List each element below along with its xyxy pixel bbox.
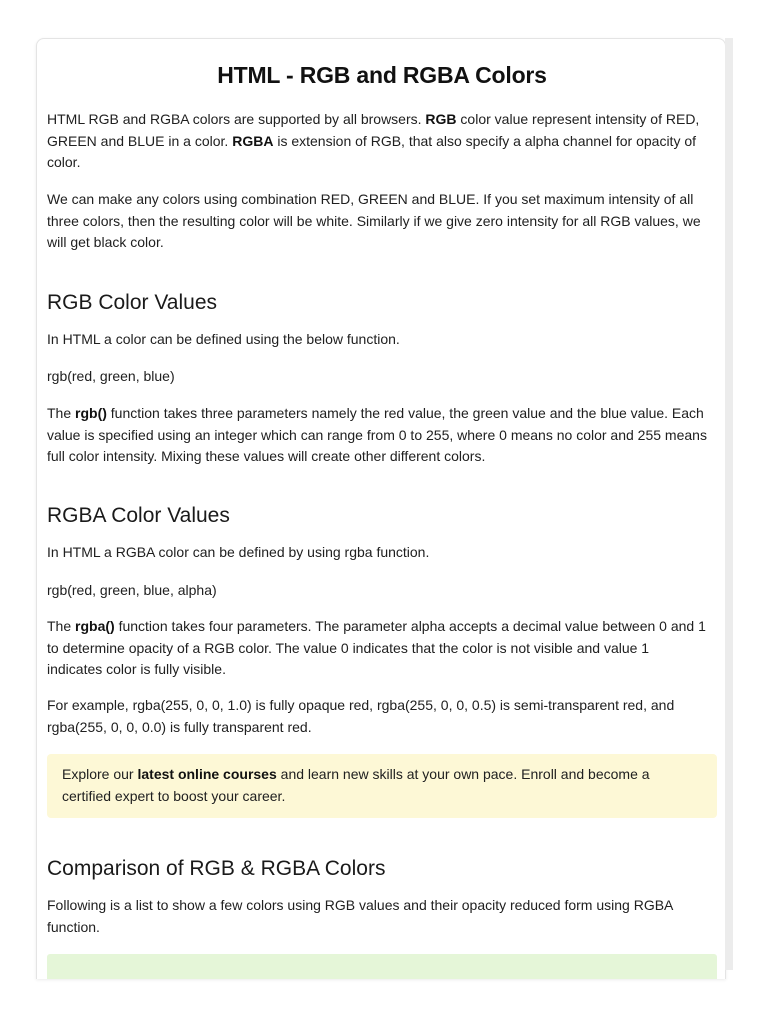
rgba-text: function takes four parameters. The parameter alpha accepts a decimal value between 0 and 1 to determine opacity of a RGB color. The value 0 indicates that the color is not visible and value 1 indicates color is fully visible. bbox=[47, 618, 706, 677]
notice-text: and learn new skills at your own pace. Enroll and become a certified expert to boost your career. bbox=[62, 766, 650, 804]
rgba-term: RGBA bbox=[232, 132, 274, 149]
rgba-syntax: rgb(red, green, blue, alpha) bbox=[47, 582, 217, 598]
rgb-paragraph-1: In HTML a color can be defined using the below function. bbox=[47, 331, 400, 347]
intro-text: color value represent intensity of RED, GREEN and BLUE in a color. bbox=[47, 111, 700, 149]
rgb-paragraph-2 bbox=[47, 403, 707, 468]
rgb-text: function takes three parameters namely the red value, the green value and the blue value. Each value is specified using an integer which can range from 0 to 255, where 0 means no color and 255 means full color intensity. Mixing these values will create other different colors. bbox=[47, 405, 707, 464]
comparison-section-heading: Comparison of RGB & RGBA Colors bbox=[47, 857, 386, 880]
example-box bbox=[47, 954, 717, 979]
comparison-paragraph: Following is a list to show a few colors using RGB values and their opacity reduced form using RGBA function. bbox=[47, 897, 673, 935]
intro-text: is extension of RGB, that also specify a alpha channel for opacity of color. bbox=[47, 132, 697, 170]
notice-text: Explore our bbox=[62, 766, 138, 782]
courses-notice bbox=[47, 754, 717, 818]
scrollbar[interactable] bbox=[725, 38, 733, 970]
rgba-paragraph-3: For example, rgba(255, 0, 0, 1.0) is fully opaque red, rgba(255, 0, 0, 0.5) is semi-transparent red, and rgba(255, 0, 0, 0.0) is fully transparent red. bbox=[47, 697, 675, 735]
intro-text: HTML RGB and RGBA colors are supported by all browsers. bbox=[47, 111, 426, 127]
intro-paragraph-2: We can make any colors using combination RED, GREEN and BLUE. If you set maximum intensity of all three colors, then the resulting color will be white. Similarly if we give zero intensity for all RGB values, we will get black color. bbox=[47, 191, 701, 250]
rgba-text: The bbox=[47, 618, 76, 634]
page-title: HTML - RGB and RGBA Colors bbox=[217, 62, 547, 88]
rgb-function-term: rgb() bbox=[75, 405, 107, 421]
rgb-term: RGB bbox=[425, 111, 457, 127]
rgba-paragraph-2 bbox=[47, 616, 707, 681]
rgb-section-heading: RGB Color Values bbox=[47, 291, 218, 314]
rgba-paragraph-1: In HTML a RGBA color can be defined by using rgba function. bbox=[47, 544, 430, 560]
rgb-text: The bbox=[47, 405, 76, 421]
article-card bbox=[36, 38, 726, 979]
latest-courses-link[interactable]: latest online courses bbox=[137, 766, 277, 782]
intro-paragraph-1 bbox=[47, 109, 707, 174]
courses-notice-text bbox=[62, 764, 702, 807]
rgba-function-term: rgba() bbox=[75, 618, 115, 634]
rgb-syntax: rgb(red, green, blue) bbox=[47, 368, 175, 384]
rgba-section-heading: RGBA Color Values bbox=[47, 504, 230, 527]
